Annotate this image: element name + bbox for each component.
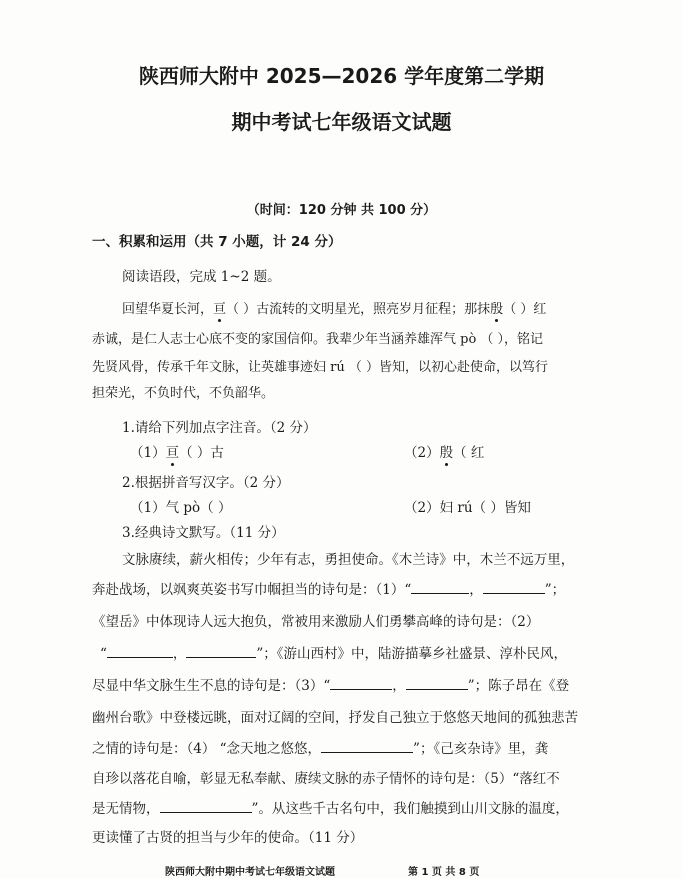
question-3-line-10: 更读懂了古贤的担当与少年的使命。（11 分） (92, 830, 364, 846)
text: ”；陈子昂在《登 (467, 678, 570, 694)
exam-title-line2: 期中考试七年级语文试题 (231, 110, 452, 134)
text: 奔赴战场，以飒爽英姿书写巾帼担当的诗句是：（1）“ (92, 582, 412, 598)
question-3-line-7 (92, 737, 548, 757)
dotted-char: 殷 (490, 302, 504, 317)
question-3-stem: 3.经典诗文默写。（11 分） (122, 525, 285, 541)
answer-blank[interactable] (330, 677, 392, 690)
question-3-line-8: 自珍以落花自喻，彰显无私奉献、赓续文脉的赤子情怀的诗句是：（5）“落红不 (92, 771, 560, 787)
question-3-line-5 (92, 674, 569, 694)
answer-blank[interactable] (160, 800, 252, 813)
question-3-line-9 (92, 797, 569, 817)
passage-line-3: 先贤风骨，传承千年文脉，让英雄事迹妇 rú （ ）皆知，以初心赴使命，以笃行 (92, 360, 548, 375)
text: ”； (544, 582, 566, 598)
text: 是无情物， (92, 801, 160, 817)
answer-blank[interactable] (107, 645, 173, 658)
page-number: 第 1 页 共 8 页 (408, 867, 480, 878)
passage-line-2: 赤诚，是仁人志士心底不变的家国信仰。我辈少年当涵养雄浑气 pò （ ），铭记 (92, 332, 544, 347)
item-prefix: （2） (404, 445, 440, 461)
reading-intro: 阅读语段，完成 1~2 题。 (122, 269, 281, 285)
section-heading: 一、积累和运用（共 7 小题，计 24 分） (92, 234, 342, 250)
question-3-line-6: 幽州台歌》中登楼远眺，面对辽阔的空间，抒发自己独立于悠悠天地间的孤独悲苦 (92, 710, 578, 726)
question-3-line-3: 《望岳》中体现诗人远大抱负，常被用来激励人们勇攀高峰的诗句是：（2） (92, 614, 540, 630)
question-3-line-2 (92, 578, 565, 598)
question-2-item-1: （1）气 pò（ ） (130, 500, 232, 516)
question-1-stem: 1.请给下列加点字注音。（2 分） (122, 420, 317, 436)
text: ， (469, 582, 483, 598)
text: 之情的诗句是：（4） “念天地之悠悠， (92, 741, 322, 757)
item-prefix: （1） (130, 445, 166, 461)
answer-blank[interactable] (411, 581, 469, 594)
question-3-line-1: 文脉赓续，薪火相传；少年有志，勇担使命。《木兰诗》中，木兰不远万里， (122, 552, 575, 568)
answer-blank[interactable] (406, 677, 468, 690)
text: ”；《游山西村》中，陆游描摹乡社盛景、淳朴民风， (256, 646, 568, 662)
question-3-line-4 (100, 642, 567, 662)
answer-blank[interactable] (483, 581, 545, 594)
text: ， (392, 678, 406, 694)
text: ”。从这些千古名句中，我们触摸到山川文脉的温度， (251, 801, 569, 817)
passage-text: （ ）红 (503, 302, 547, 317)
item-suffix: （ 红 (453, 445, 485, 461)
passage-line-4: 担荣光，不负时代，不负韶华。 (92, 386, 275, 401)
footer-title: 陕西师大附中期中考试七年级语文试题 (165, 867, 335, 878)
passage-text: 回望华夏长河， (122, 302, 214, 317)
text: “ (100, 646, 107, 662)
question-1-item-1 (130, 441, 224, 461)
passage-text: （ ）古流转的文明星光，照亮岁月征程；那抹 (226, 302, 491, 317)
question-2-item-2: （2）妇 rú（ ）皆知 (404, 500, 531, 516)
answer-blank[interactable] (321, 740, 413, 753)
text: ”；《己亥杂诗》里，龚 (413, 741, 549, 757)
question-1-item-2 (404, 441, 484, 461)
item-suffix: （ ）古 (179, 445, 224, 461)
dotted-char: 殷 (439, 445, 454, 461)
dotted-char: 亘 (213, 302, 227, 317)
passage-line-1 (122, 298, 546, 317)
question-2-stem: 2.根据拼音写汉字。（2 分） (122, 475, 290, 491)
dotted-char: 亘 (165, 445, 180, 461)
answer-blank[interactable] (186, 645, 256, 658)
exam-time-info: （时间：120 分钟 共 100 分） (246, 203, 437, 218)
exam-title-line1: 陕西师大附中 2025—2026 学年度第二学期 (138, 64, 545, 88)
text: ， (172, 646, 187, 662)
text: 尽显中华文脉生生不息的诗句是：（3）“ (92, 678, 331, 694)
